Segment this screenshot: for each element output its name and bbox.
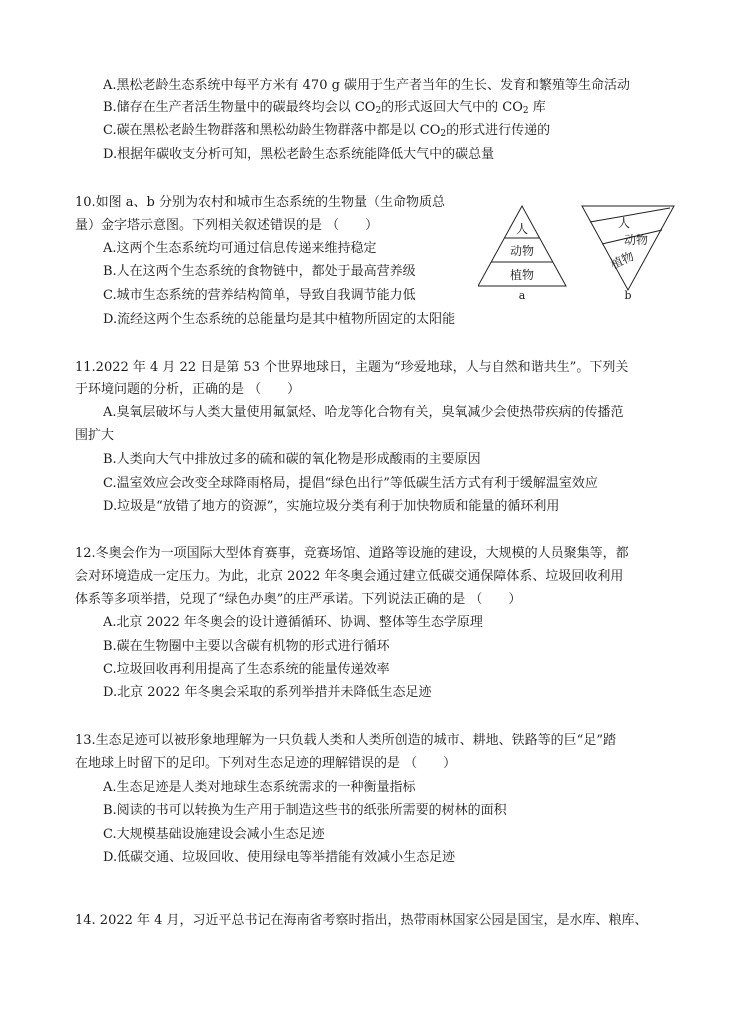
q9-option-a: A.黑松老龄生态系统中每平方米有 470 g 碳用于生产者当年的生长、发育和繁殖等生命活动 (103, 78, 631, 93)
q10-stem-line-2: 量）金字塔示意图。下列相关叙述错误的是 （ ） (75, 218, 379, 233)
q13-option-b: B.阅读的书可以转换为生产用于制造这些书的纸张所需要的树林的面积 (103, 803, 507, 818)
pyramid-b (582, 206, 674, 302)
q12-option-b: B.碳在生物圈中主要以含碳有机物的形式进行循环 (103, 639, 390, 654)
q10-option-a: A.这两个生态系统均可通过信息传递来维持稳定 (103, 241, 377, 256)
q13-option-c: C.大规模基础设施建设会减小生态足迹 (103, 827, 325, 842)
biomass-pyramid-figure (478, 202, 678, 302)
pyramid-b-caption: b (624, 289, 632, 302)
pyramid-b-label-middle: 动物 (623, 233, 649, 247)
q11-stem-line-1: 11.2022 年 4 月 22 日是第 53 个世界地球日，主题为“珍爱地球，人与自然和谐共生”。下列关 (75, 360, 629, 375)
q14-stem-line-1: 14. 2022 年 4 月，习近平总书记在海南省考察时指出，热带雨林国家公园是国宝，是水库、粮库、 (75, 913, 648, 928)
q12-stem-line-1: 12.冬奥会作为一项国际大型体育赛事，竞赛场馆、道路等设施的建设，大规模的人员聚集等，都 (75, 546, 629, 561)
pyramid-a-caption: a (518, 289, 526, 302)
q11-stem-line-2: 于环境问题的分析，正确的是 （ ） (75, 382, 301, 397)
q12-option-d: D.北京 2022 年冬奥会采取的系列举措并未降低生态足迹 (103, 685, 432, 700)
q10-stem-line-1: 10.如图 a、b 分别为农村和城市生态系统的生物量（生命物质总 (75, 195, 446, 210)
q9-option-c: C.碳在黑松老龄生物群落和黑松幼龄生物群落中都是以 $CO_2$的形式进行传递的 (103, 123, 551, 139)
q10-option-b: B.人在这两个生态系统的食物链中，都处于最高营养级 (103, 264, 416, 279)
q13-option-a: A.生态足迹是人类对地球生态系统需求的一种衡量指标 (103, 780, 416, 795)
pyramid-a (478, 206, 566, 302)
q12-stem-line-2: 会对环境造成一定压力。为此，北京 2022 年冬奥会通过建立低碳交通保障体系、垃圾回收利用 (75, 569, 624, 584)
q11-option-a-line-2: 围扩大 (75, 428, 115, 443)
q12-option-c: C.垃圾回收再利用提高了生态系统的能量传递效率 (103, 662, 390, 677)
q13-stem-line-1: 13.生态足迹可以被形象地理解为一只负载人类和人类所创造的城市、耕地、铁路等的巨“足”踏 (75, 733, 616, 748)
q9-option-b: B.储存在生产者活生物量中的碳最终均会以 $CO_2$的形式返回大气中的 $CO_2$ 库 (103, 100, 546, 116)
pyramid-b-label-bottom: 植物 (608, 248, 637, 272)
pyramid-a-label-middle: 动物 (509, 244, 535, 258)
q13-stem-line-2: 在地球上时留下的足印。下列对生态足迹的理解错误的是 （ ） (75, 756, 457, 771)
q11-option-a-line-1: A.臭氧层破坏与人类大量使用氟氯烃、哈龙等化合物有关，臭氧减少会使热带疾病的传播范 (103, 405, 624, 420)
q11-option-b: B.人类向大气中排放过多的硫和碳的氧化物是形成酸雨的主要原因 (103, 452, 481, 467)
q11-option-c: C.温室效应会改变全球降雨格局，提倡“绿色出行”等低碳生活方式有利于缓解温室效应 (103, 476, 598, 491)
q13-option-d: D.低碳交通、垃圾回收、使用绿电等举措能有效减小生态足迹 (103, 850, 456, 865)
q9-option-d: D.根据年碳收支分析可知，黑松老龄生态系统能降低大气中的碳总量 (103, 147, 495, 162)
q11-option-d: D.垃圾是“放错了地方的资源”，实施垃圾分类有利于加快物质和能量的循环利用 (103, 499, 560, 514)
q10-option-c: C.城市生态系统的营养结构简单，导致自我调节能力低 (103, 288, 416, 303)
pyramid-a-label-top: 人 (515, 222, 529, 236)
pyramid-b-label-top: 人 (617, 216, 631, 230)
q10-option-d: D.流经这两个生态系统的总能量均是其中植物所固定的太阳能 (103, 312, 456, 327)
pyramid-a-label-bottom: 植物 (509, 268, 535, 282)
q12-stem-line-3: 体系等多项举措，兑现了“绿色办奥”的庄严承诺。下列说法正确的是 （ ） (75, 592, 522, 607)
q12-option-a: A.北京 2022 年冬奥会的设计遵循循环、协调、整体等生态学原理 (103, 615, 483, 630)
